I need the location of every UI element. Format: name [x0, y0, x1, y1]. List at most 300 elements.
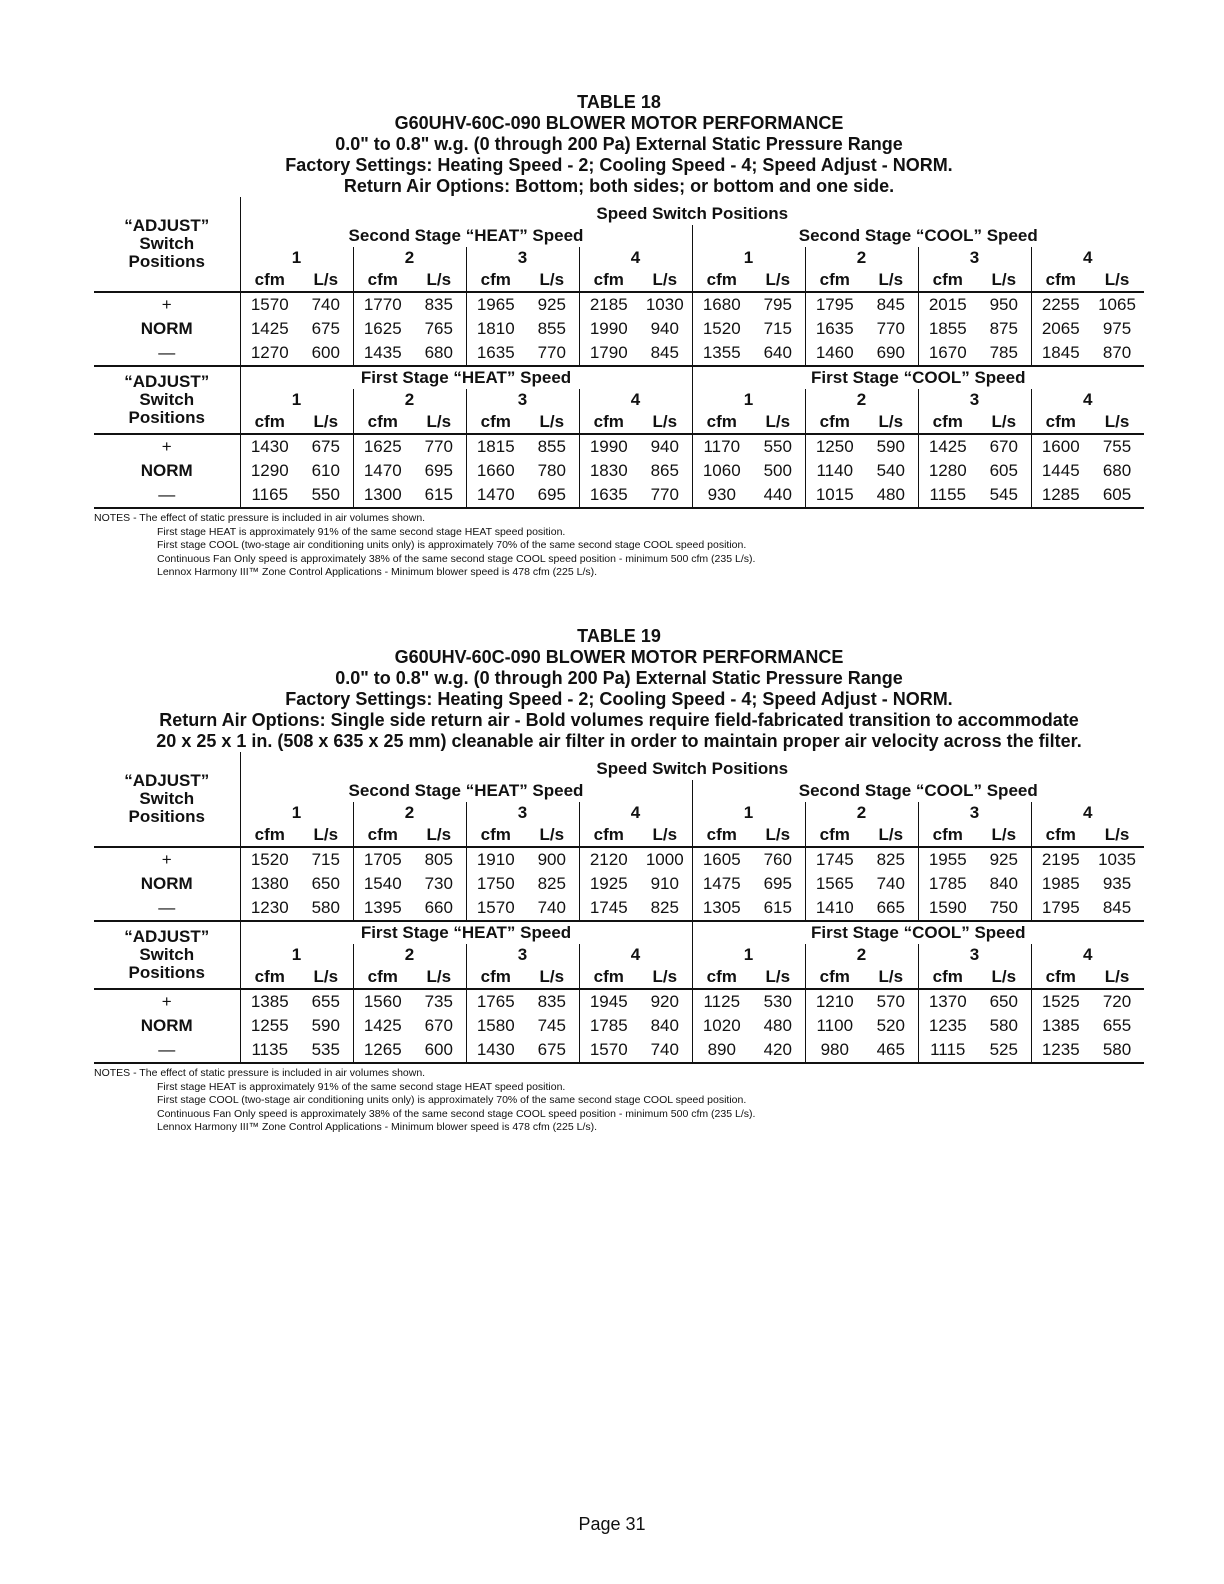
unit-cfm: cfm — [353, 411, 412, 434]
ls-value: 480 — [864, 483, 918, 508]
unit-cfm: cfm — [466, 824, 525, 847]
cfm-value: 1475 — [692, 872, 751, 896]
ls-value: 845 — [1090, 896, 1144, 921]
cfm-value: 1965 — [466, 292, 525, 317]
adjust-header — [94, 921, 240, 989]
speed-number: 3 — [466, 802, 579, 824]
ls-value: 615 — [751, 896, 805, 921]
adjust-header — [94, 366, 240, 434]
cfm-value: 1580 — [466, 1014, 525, 1038]
ls-value: 525 — [977, 1038, 1031, 1063]
note-line: Continuous Fan Only speed is approximately 38% of the same second stage COOL speed position - minimum 500 cfm (235 L/s). — [157, 552, 756, 565]
table-subtitle-line: Factory Settings: Heating Speed - 2; Cooling Speed - 4; Speed Adjust - NORM. — [285, 155, 953, 175]
ls-value: 610 — [311, 461, 340, 480]
table-title-block — [94, 92, 1144, 197]
cfm-value: 1910 — [466, 847, 525, 872]
speed-number: 4 — [1031, 944, 1144, 966]
ls-value: 650 — [311, 874, 340, 893]
cfm-value: 1115 — [918, 1038, 977, 1063]
table-row — [94, 292, 1144, 317]
ls-value: 540 — [876, 461, 905, 480]
table-title: TABLE 19 — [577, 626, 661, 646]
adjust-row-label: NORM — [140, 319, 193, 338]
cfm-value: 1745 — [579, 896, 638, 921]
ls-value: 740 — [876, 874, 905, 893]
cfm-value: 1785 — [918, 872, 977, 896]
adjust-row-label: — — [94, 1038, 240, 1063]
cfm-value: 1430 — [466, 1038, 525, 1063]
cfm-value: 1170 — [692, 434, 751, 459]
speed-number: 3 — [466, 389, 579, 411]
unit-ls: L/s — [991, 825, 1017, 844]
ls-value: 680 — [412, 341, 466, 366]
cfm-value: 1925 — [579, 872, 638, 896]
ls-value: 615 — [412, 483, 466, 508]
unit-cfm: cfm — [240, 824, 299, 847]
unit-cfm: cfm — [240, 966, 299, 989]
ls-value: 1035 — [1090, 847, 1144, 872]
ls-value: 440 — [751, 483, 805, 508]
unit-ls: L/s — [1104, 825, 1130, 844]
cfm-value: 1460 — [805, 341, 864, 366]
speed-number: 3 — [466, 247, 579, 269]
cfm-value: 1230 — [240, 896, 299, 921]
ls-value: 590 — [311, 1016, 340, 1035]
speed-number: 3 — [466, 944, 579, 966]
unit-ls: L/s — [652, 412, 678, 431]
ls-value: 550 — [299, 483, 353, 508]
ls-value: 695 — [763, 874, 792, 893]
cfm-value: 2255 — [1031, 292, 1090, 317]
ls-value: 855 — [537, 319, 566, 338]
speed-number: 4 — [1031, 247, 1144, 269]
unit-ls: L/s — [539, 825, 565, 844]
heat-speed-header: First Stage “HEAT” Speed — [240, 366, 692, 389]
cfm-value: 1570 — [466, 896, 525, 921]
unit-ls: L/s — [878, 825, 904, 844]
cfm-value: 2120 — [579, 847, 638, 872]
cfm-value: 1990 — [579, 434, 638, 459]
note-line: First stage COOL (two-stage air conditioning units only) is approximately 70% of the same second stage COOL speed position. — [157, 1094, 747, 1106]
ls-value: 715 — [763, 319, 792, 338]
cfm-value: 1430 — [240, 434, 299, 459]
ls-value: 940 — [650, 319, 679, 338]
ls-value: 660 — [412, 896, 466, 921]
unit-cfm: cfm — [1031, 411, 1090, 434]
cfm-value: 980 — [805, 1038, 864, 1063]
speed-number: 2 — [353, 802, 466, 824]
ls-value: 845 — [864, 292, 918, 317]
cfm-value: 1985 — [1031, 872, 1090, 896]
table-row — [94, 989, 1144, 1014]
header-row — [94, 752, 1144, 780]
cfm-value: 1250 — [805, 434, 864, 459]
units-row — [94, 411, 1144, 434]
ls-value: 845 — [638, 341, 692, 366]
unit-ls: L/s — [652, 825, 678, 844]
table-row — [94, 1014, 1144, 1038]
performance-table — [94, 197, 1144, 509]
ls-value: 675 — [311, 319, 340, 338]
unit-cfm: cfm — [1031, 824, 1090, 847]
cfm-value: 1300 — [353, 483, 412, 508]
adjust-header-line: “ADJUST” — [124, 927, 210, 946]
speed-number: 4 — [579, 247, 692, 269]
table-title: TABLE 18 — [577, 92, 661, 112]
ls-value: 740 — [525, 896, 579, 921]
cfm-value: 1810 — [466, 317, 525, 341]
unit-cfm: cfm — [918, 269, 977, 292]
cfm-value: 1855 — [918, 317, 977, 341]
speed-number-row — [94, 247, 1144, 269]
unit-cfm: cfm — [466, 411, 525, 434]
ls-value: 770 — [638, 483, 692, 508]
ls-value: 605 — [1090, 483, 1144, 508]
heat-speed-header: Second Stage “HEAT” Speed — [240, 780, 692, 802]
ls-value: 580 — [299, 896, 353, 921]
ls-value: 925 — [525, 292, 579, 317]
ls-value: 675 — [299, 434, 353, 459]
unit-ls: L/s — [765, 270, 791, 289]
performance-table — [94, 752, 1144, 1064]
table-row — [94, 896, 1144, 921]
speed-number-row — [94, 802, 1144, 824]
ls-value: 770 — [412, 434, 466, 459]
cfm-value: 2065 — [1031, 317, 1090, 341]
ls-value: 785 — [977, 341, 1031, 366]
speed-number: 1 — [692, 944, 805, 966]
ls-value: 770 — [525, 341, 579, 366]
ls-value: 865 — [650, 461, 679, 480]
cfm-value: 1790 — [579, 341, 638, 366]
table-subtitle-line: 20 x 25 x 1 in. (508 x 635 x 25 mm) cleanable air filter in order to maintain proper air velocity across the filter. — [156, 731, 1082, 751]
unit-ls: L/s — [765, 412, 791, 431]
cfm-value: 1945 — [579, 989, 638, 1014]
cfm-value: 1560 — [353, 989, 412, 1014]
adjust-header — [94, 197, 240, 292]
speed-number: 3 — [918, 802, 1031, 824]
ls-value: 730 — [424, 874, 453, 893]
speed-number: 2 — [353, 247, 466, 269]
table-subtitle-line: G60UHV-60C-090 BLOWER MOTOR PERFORMANCE — [394, 113, 844, 133]
heat-speed-header: First Stage “HEAT” Speed — [240, 921, 692, 944]
cfm-value: 1750 — [466, 872, 525, 896]
ls-value: 650 — [977, 989, 1031, 1014]
speed-switch-header: Speed Switch Positions — [240, 752, 1144, 780]
ls-value: 720 — [1090, 989, 1144, 1014]
cfm-value: 1020 — [692, 1014, 751, 1038]
unit-ls: L/s — [878, 412, 904, 431]
cfm-value: 1380 — [240, 872, 299, 896]
unit-cfm: cfm — [240, 269, 299, 292]
table-title-block — [94, 626, 1144, 752]
adjust-header-line: “ADJUST” — [124, 216, 210, 235]
ls-value: 675 — [525, 1038, 579, 1063]
unit-cfm: cfm — [918, 966, 977, 989]
adjust-header-line: Positions — [128, 252, 205, 271]
note-line: Continuous Fan Only speed is approximately 38% of the same second stage COOL speed position - minimum 500 cfm (235 L/s). — [157, 1107, 756, 1120]
cfm-value: 1135 — [240, 1038, 299, 1063]
ls-value: 735 — [412, 989, 466, 1014]
notes — [94, 1067, 1144, 1135]
ls-value: 420 — [751, 1038, 805, 1063]
speed-number: 3 — [918, 247, 1031, 269]
unit-cfm: cfm — [1031, 269, 1090, 292]
table-row — [94, 341, 1144, 366]
adjust-row-label: + — [94, 292, 240, 317]
unit-ls: L/s — [765, 967, 791, 986]
table-row — [94, 847, 1144, 872]
ls-value: 715 — [299, 847, 353, 872]
adjust-row-label: NORM — [140, 874, 193, 893]
cfm-value: 1635 — [805, 317, 864, 341]
unit-ls: L/s — [539, 967, 565, 986]
ls-value: 765 — [424, 319, 453, 338]
unit-ls: L/s — [313, 825, 339, 844]
ls-value: 855 — [525, 434, 579, 459]
cfm-value: 2195 — [1031, 847, 1090, 872]
heat-speed-header: Second Stage “HEAT” Speed — [240, 225, 692, 247]
cfm-value: 1795 — [1031, 896, 1090, 921]
cfm-value: 1470 — [353, 459, 412, 483]
cfm-value: 1540 — [353, 872, 412, 896]
speed-number: 4 — [1031, 389, 1144, 411]
unit-cfm: cfm — [805, 411, 864, 434]
ls-value: 835 — [525, 989, 579, 1014]
header-row — [94, 921, 1144, 944]
table-subtitle-line: G60UHV-60C-090 BLOWER MOTOR PERFORMANCE — [394, 647, 844, 667]
ls-value: 745 — [537, 1016, 566, 1035]
cfm-value: 1305 — [692, 896, 751, 921]
unit-ls: L/s — [765, 825, 791, 844]
cfm-value: 1155 — [918, 483, 977, 508]
ls-value: 825 — [864, 847, 918, 872]
table-row — [94, 317, 1144, 341]
unit-cfm: cfm — [353, 966, 412, 989]
unit-ls: L/s — [652, 967, 678, 986]
speed-number: 1 — [240, 944, 353, 966]
units-row — [94, 966, 1144, 989]
adjust-row-label: NORM — [140, 1016, 193, 1035]
unit-ls: L/s — [878, 967, 904, 986]
speed-number: 1 — [240, 802, 353, 824]
unit-cfm: cfm — [579, 966, 638, 989]
unit-ls: L/s — [426, 967, 452, 986]
unit-cfm: cfm — [805, 269, 864, 292]
cfm-value: 1635 — [579, 483, 638, 508]
speed-number: 2 — [805, 389, 918, 411]
unit-cfm: cfm — [579, 269, 638, 292]
ls-value: 600 — [412, 1038, 466, 1063]
adjust-header-line: Switch — [139, 234, 195, 253]
header-row — [94, 780, 1144, 802]
cfm-value: 1270 — [240, 341, 299, 366]
ls-value: 755 — [1090, 434, 1144, 459]
cfm-value: 1425 — [353, 1014, 412, 1038]
ls-value: 840 — [989, 874, 1018, 893]
cfm-value: 1280 — [918, 459, 977, 483]
unit-ls: L/s — [1104, 967, 1130, 986]
ls-value: 1065 — [1090, 292, 1144, 317]
unit-cfm: cfm — [353, 269, 412, 292]
unit-ls: L/s — [1104, 270, 1130, 289]
cfm-value: 1290 — [240, 459, 299, 483]
unit-ls: L/s — [426, 412, 452, 431]
adjust-row-label: + — [94, 847, 240, 872]
unit-cfm: cfm — [1031, 966, 1090, 989]
note-line: Lennox Harmony III™ Zone Control Applications - Minimum blower speed is 478 cfm (225 L/s). — [157, 1121, 598, 1133]
ls-value: 480 — [763, 1016, 792, 1035]
unit-cfm: cfm — [692, 269, 751, 292]
speed-number: 1 — [692, 247, 805, 269]
unit-cfm: cfm — [466, 966, 525, 989]
table-subtitle-line: Factory Settings: Heating Speed - 2; Cooling Speed - 4; Speed Adjust - NORM. — [285, 689, 953, 709]
ls-value: 655 — [1102, 1016, 1132, 1035]
note-line: NOTES - The effect of static pressure is included in air volumes shown. — [94, 1067, 426, 1079]
unit-ls: L/s — [426, 270, 452, 289]
ls-value: 920 — [638, 989, 692, 1014]
cfm-value: 1235 — [918, 1014, 977, 1038]
cfm-value: 930 — [692, 483, 751, 508]
ls-value: 740 — [638, 1038, 692, 1063]
ls-value: 695 — [525, 483, 579, 508]
ls-value: 825 — [537, 874, 566, 893]
unit-cfm: cfm — [692, 411, 751, 434]
adjust-header-line: Switch — [139, 390, 195, 409]
ls-value: 740 — [299, 292, 353, 317]
table-19 — [94, 626, 1144, 1135]
speed-number: 2 — [353, 389, 466, 411]
speed-number: 4 — [1031, 802, 1144, 824]
units-row — [94, 824, 1144, 847]
adjust-header-line: Switch — [139, 789, 195, 808]
cfm-value: 1525 — [1031, 989, 1090, 1014]
cfm-value: 1385 — [240, 989, 299, 1014]
cfm-value: 1060 — [692, 459, 751, 483]
table-row — [94, 434, 1144, 459]
speed-switch-header: Speed Switch Positions — [240, 197, 1144, 225]
ls-value: 680 — [1102, 461, 1132, 480]
speed-number: 4 — [579, 802, 692, 824]
ls-value: 580 — [989, 1016, 1018, 1035]
cfm-value: 1235 — [1031, 1038, 1090, 1063]
cfm-value: 1590 — [918, 896, 977, 921]
ls-value: 655 — [299, 989, 353, 1014]
ls-value: 605 — [989, 461, 1018, 480]
cfm-value: 1745 — [805, 847, 864, 872]
unit-cfm: cfm — [579, 824, 638, 847]
ls-value: 670 — [977, 434, 1031, 459]
cfm-value: 890 — [692, 1038, 751, 1063]
adjust-row-label: + — [94, 989, 240, 1014]
ls-value: 975 — [1102, 319, 1132, 338]
table-subtitle-line: Return Air Options: Bottom; both sides; or bottom and one side. — [343, 176, 895, 196]
cfm-value: 1990 — [579, 317, 638, 341]
cfm-value: 1815 — [466, 434, 525, 459]
speed-number-row — [94, 944, 1144, 966]
cfm-value: 1435 — [353, 341, 412, 366]
ls-value: 545 — [977, 483, 1031, 508]
notes — [94, 512, 1144, 580]
cfm-value: 1670 — [918, 341, 977, 366]
ls-value: 690 — [864, 341, 918, 366]
speed-number: 2 — [805, 247, 918, 269]
cfm-value: 1210 — [805, 989, 864, 1014]
unit-ls: L/s — [313, 967, 339, 986]
cfm-value: 1385 — [1031, 1014, 1090, 1038]
adjust-row-label: — — [94, 341, 240, 366]
cfm-value: 2015 — [918, 292, 977, 317]
ls-value: 950 — [977, 292, 1031, 317]
cfm-value: 1785 — [579, 1014, 638, 1038]
ls-value: 665 — [864, 896, 918, 921]
note-line: NOTES - The effect of static pressure is included in air volumes shown. — [94, 512, 426, 524]
speed-number: 3 — [918, 944, 1031, 966]
table-subtitle-line: Return Air Options: Single side return air - Bold volumes require field-fabricated transition to accommodate — [159, 710, 1079, 730]
table-row — [94, 483, 1144, 508]
unit-cfm: cfm — [918, 824, 977, 847]
note-line: Lennox Harmony III™ Zone Control Applications - Minimum blower speed is 478 cfm (225 L/s). — [157, 566, 598, 578]
cfm-value: 1565 — [805, 872, 864, 896]
cfm-value: 1600 — [1031, 434, 1090, 459]
table-row — [94, 872, 1144, 896]
unit-ls: L/s — [991, 270, 1017, 289]
ls-value: 465 — [864, 1038, 918, 1063]
cfm-value: 1765 — [466, 989, 525, 1014]
unit-ls: L/s — [313, 270, 339, 289]
cfm-value: 1425 — [240, 317, 299, 341]
adjust-header-line: Positions — [128, 963, 205, 982]
cool-speed-header: Second Stage “COOL” Speed — [692, 780, 1144, 802]
ls-value: 795 — [751, 292, 805, 317]
speed-number-row — [94, 389, 1144, 411]
ls-value: 570 — [864, 989, 918, 1014]
ls-value: 535 — [299, 1038, 353, 1063]
cool-speed-header: First Stage “COOL” Speed — [692, 921, 1144, 944]
page-number: Page 31 — [578, 1514, 646, 1534]
cfm-value: 1705 — [353, 847, 412, 872]
cfm-value: 1445 — [1031, 459, 1090, 483]
adjust-header-line: Positions — [128, 408, 205, 427]
unit-cfm: cfm — [918, 411, 977, 434]
speed-number: 3 — [918, 389, 1031, 411]
note-line: First stage HEAT is approximately 91% of the same second stage HEAT speed position. — [157, 1080, 566, 1093]
unit-ls: L/s — [878, 270, 904, 289]
cfm-value: 1370 — [918, 989, 977, 1014]
unit-cfm: cfm — [466, 269, 525, 292]
unit-ls: L/s — [991, 967, 1017, 986]
speed-number: 2 — [805, 944, 918, 966]
cfm-value: 1425 — [918, 434, 977, 459]
cfm-value: 1285 — [1031, 483, 1090, 508]
ls-value: 750 — [977, 896, 1031, 921]
cfm-value: 1100 — [805, 1014, 864, 1038]
cfm-value: 1830 — [579, 459, 638, 483]
cfm-value: 1355 — [692, 341, 751, 366]
ls-value: 670 — [424, 1016, 453, 1035]
table-subtitle-line: 0.0" to 0.8" w.g. (0 through 200 Pa) External Static Pressure Range — [335, 668, 903, 688]
unit-ls: L/s — [426, 825, 452, 844]
cfm-value: 1845 — [1031, 341, 1090, 366]
ls-value: 530 — [751, 989, 805, 1014]
cfm-value: 1470 — [466, 483, 525, 508]
unit-ls: L/s — [652, 270, 678, 289]
ls-value: 520 — [876, 1016, 905, 1035]
ls-value: 805 — [412, 847, 466, 872]
cfm-value: 1265 — [353, 1038, 412, 1063]
table-row — [94, 459, 1144, 483]
adjust-row-label: — — [94, 483, 240, 508]
